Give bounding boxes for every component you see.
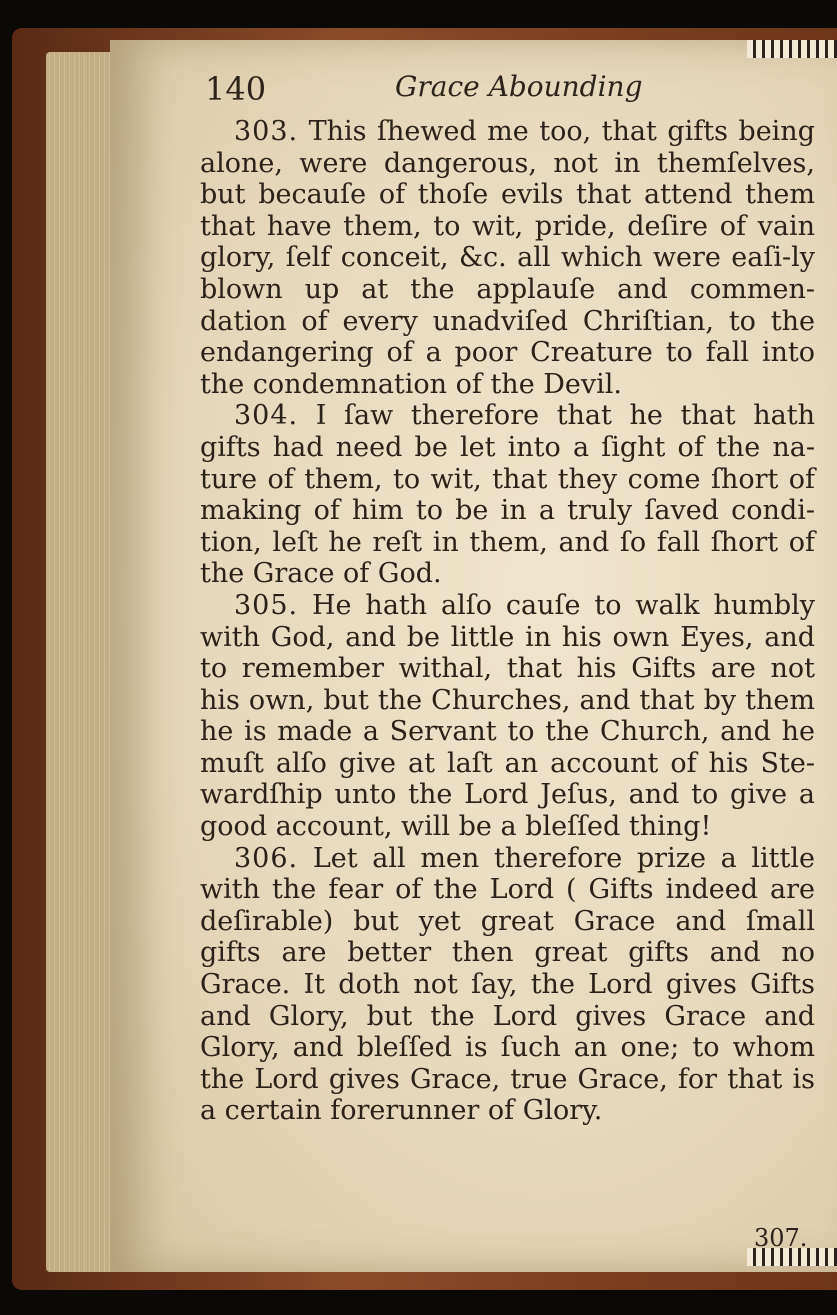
text-block (200, 116, 815, 1127)
page-number: 140 (205, 70, 267, 108)
paragraph-number: 303. (234, 116, 299, 147)
paragraph-number: 306. (234, 842, 299, 874)
paragraph-text: This ſhewed me too, that gifts being alone, were dangerous, not in themſelves, but becauſe of thoſe evils that attend them that have them, to wit, pride, deſire of vain glory, ſelf conceit, &c. all which were eaſi-ly blown up at the applauſe and commen-dation of every unadviſed Chriſtian, to the endangering of a poor Creature to fall into the condemnation of the Devil. (200, 116, 815, 400)
paragraph-number: 304. (234, 400, 299, 432)
running-title: Grace Abounding (395, 70, 643, 103)
paragraph-305 (200, 590, 815, 843)
paragraph-text: He hath alſo cauſe to walk humbly with God, and be little in his own Eyes, and to remember withal, that his Gifts are not his own, but the Churches, and that by them he is made a Servant to the Church, and he muſt alſo give at laſt an account of his Ste-wardſhip unto the Lord Jeſus, and to give a good account, will be a bleſſed thing! (200, 589, 815, 843)
paragraph-text: I ſaw therefore that he that hath gifts had need be let into a ſight of the na-ture of them, to wit, that they come ſhort of making of him to be in a truly ſaved condi-tion, leſt he reſt in them, and ſo fall ſhort of the Grace of God. (200, 400, 815, 590)
paragraph-303 (200, 116, 815, 400)
paragraph-304 (200, 400, 815, 590)
paragraph-306 (200, 843, 815, 1127)
catchword: 307. (754, 1224, 808, 1252)
paragraph-number: 305. (234, 589, 299, 621)
calibration-strip-top (747, 40, 837, 58)
page-header (205, 68, 805, 112)
paragraph-text: Let all men therefore prize a little with the fear of the Lord ( Gifts indeed are deſirable) but yet great Grace and ſmall gifts are better then great gifts and no Grace. It doth not ſay, the Lord gives Gifts and Glory, but the Lord gives Grace and Glory, and bleſſed is ſuch an one; to whom the Lord gives Grace, true Grace, for that is a certain forerunner of Glory. (200, 842, 815, 1127)
